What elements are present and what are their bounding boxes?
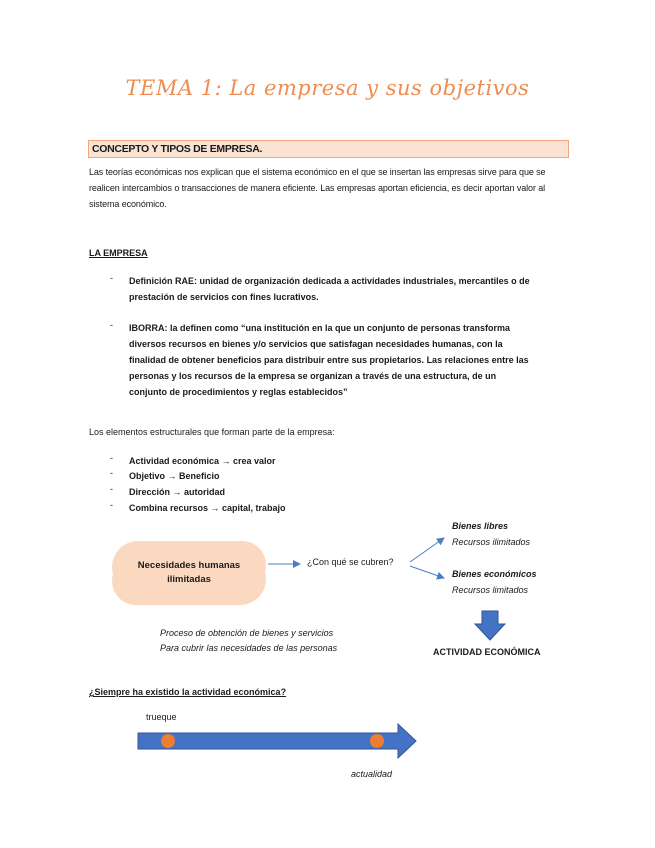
needs-cloud-label: Necesidades humanas ilimitadas xyxy=(137,560,241,585)
definition-rae: Definición RAE: unidad de organización dedicada a actividades industriales, mercantiles o de prestación de servicios con fines lucrativos. xyxy=(129,276,530,302)
arrow-to-econ-goods xyxy=(410,566,444,578)
page-title: TEMA 1: La empresa y sus objetivos xyxy=(125,76,530,100)
question-label: ¿Con qué se cubren? xyxy=(307,557,394,567)
elements-intro: Los elementos estructurales que forman parte de la empresa: xyxy=(89,427,335,437)
element-item: Combina recursos → capital, trabajo xyxy=(129,503,286,513)
bullet-marker: - xyxy=(110,500,113,510)
bullet-marker: - xyxy=(110,484,113,494)
free-goods-sub: Recursos ilimitados xyxy=(452,537,531,547)
element-item: Actividad económica → crea valor xyxy=(129,456,276,466)
process-line-2: Para cubrir las necesidades de las personas xyxy=(160,643,338,653)
timeline-start-label: trueque xyxy=(146,712,177,722)
section-heading: CONCEPTO Y TIPOS DE EMPRESA. xyxy=(88,140,569,158)
timeline-end-label: actualidad xyxy=(351,769,393,779)
econ-goods-sub: Recursos limitados xyxy=(452,585,529,595)
econ-goods-title: Bienes económicos xyxy=(452,569,537,579)
timeline-question: ¿Siempre ha existido la actividad económica? xyxy=(89,687,287,697)
bullet-marker: - xyxy=(110,320,113,330)
timeline-end-dot xyxy=(370,734,384,748)
down-arrow-block xyxy=(475,611,505,640)
free-goods-title: Bienes libres xyxy=(452,521,509,531)
economic-activity-label: ACTIVIDAD ECONÓMICA xyxy=(433,647,541,657)
bullet-marker: - xyxy=(110,453,113,463)
intro-paragraph: Las teorías económicas nos explican que el sistema económico en el que se insertan las empresas sirve para que se realicen intercambios o transacciones de manera eficiente. Las empresas aportan eficiencia, es decir aportan valor al sistema económico. xyxy=(89,167,546,209)
la-empresa-heading: LA EMPRESA xyxy=(89,248,148,258)
bullet-marker: - xyxy=(110,468,113,478)
bullet-marker: - xyxy=(110,273,113,283)
element-item: Dirección → autoridad xyxy=(129,487,226,497)
process-line-1: Proceso de obtención de bienes y servicios xyxy=(160,628,334,638)
timeline-start-dot xyxy=(161,734,175,748)
definition-iborra: IBORRA: la definen como “una institución en la que un conjunto de personas transforma diversos recursos en bienes y/o servicios que satisfagan necesidades humanas, con la finalidad de obtener beneficios para distribuir entre sus propietarios. Las relaciones entre las personas y los recursos de la empresa se organizan a través de una estructura, de un conjunto de procedimientos y reglas establecidos” xyxy=(129,323,529,397)
element-item: Objetivo → Beneficio xyxy=(129,471,220,481)
arrow-to-free-goods xyxy=(410,538,444,562)
